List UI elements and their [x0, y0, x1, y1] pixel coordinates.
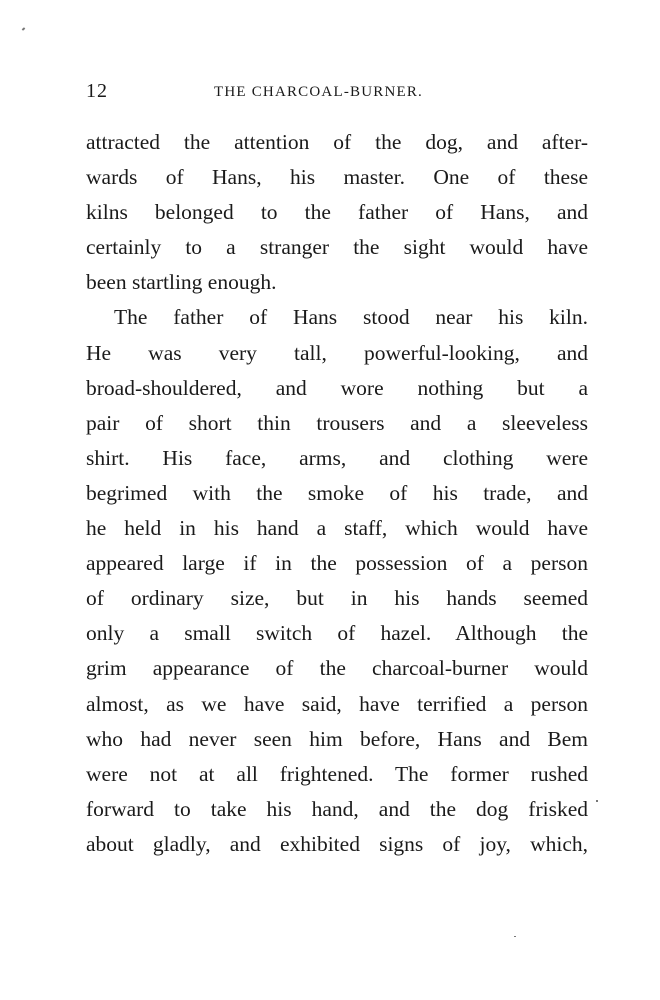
- text-line: grim appearance of the charcoal-burner would: [86, 656, 588, 681]
- text-line: pair of short thin trousers and a sleeveless: [86, 410, 588, 435]
- text-line: shirt. His face, arms, and clothing were: [86, 445, 588, 470]
- ink-speck: [514, 936, 516, 937]
- text-line: attracted the attention of the dog, and after-: [86, 130, 588, 154]
- page-header: [86, 80, 586, 110]
- text-line: only a small switch of hazel. Although the: [86, 621, 588, 646]
- text-line: kilns belonged to the father of Hans, and: [86, 200, 588, 225]
- running-head: THE CHARCOAL-BURNER.: [214, 84, 424, 100]
- text-line: about gladly, and exhibited signs of joy, which,: [86, 831, 588, 856]
- text-line: He was very tall, powerful-looking, and: [86, 340, 588, 365]
- text-line: he held in his hand a staff, which would have: [86, 516, 588, 541]
- text-line: were not at all frightened. The former rushed: [86, 761, 588, 786]
- text-line: wards of Hans, his master. One of these: [86, 165, 588, 190]
- text-line: forward to take his hand, and the dog frisked: [86, 796, 588, 821]
- text-line: begrimed with the smoke of his trade, and: [86, 480, 588, 505]
- text-line: almost, as we have said, have terrified a person: [86, 691, 588, 716]
- text-line: The father of Hans stood near his kiln.: [114, 305, 588, 330]
- text-line: broad-shouldered, and wore nothing but a: [86, 375, 588, 400]
- ink-speck: [596, 800, 598, 802]
- body-text: [86, 125, 588, 862]
- text-line: who had never seen him before, Hans and Bem: [86, 726, 588, 751]
- text-line: of ordinary size, but in his hands seemed: [86, 586, 588, 611]
- page-number: 12: [86, 80, 108, 102]
- text-line: certainly to a stranger the sight would have: [86, 235, 588, 260]
- ink-speck: [22, 27, 26, 30]
- text-line: appeared large if in the possession of a person: [86, 551, 588, 576]
- text-line: been startling enough.: [86, 270, 277, 295]
